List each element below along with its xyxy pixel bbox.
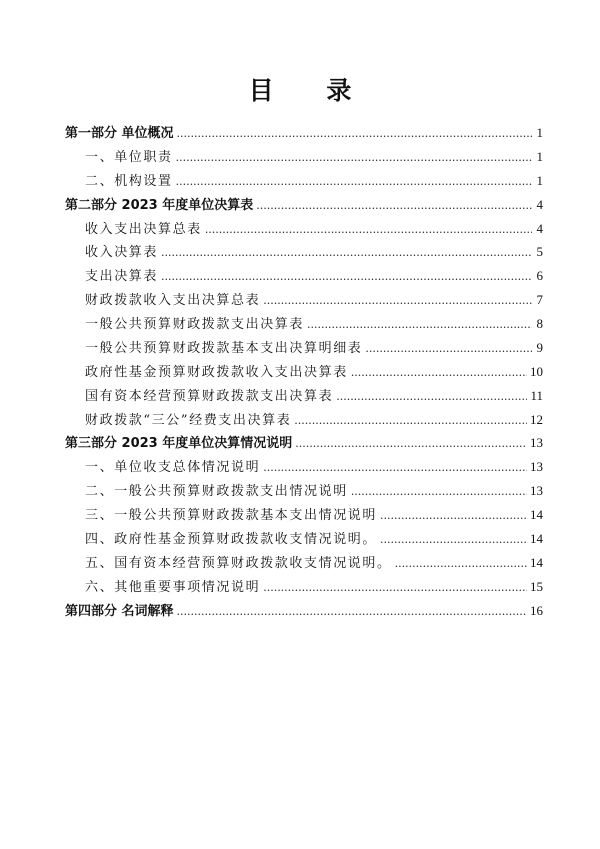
toc-entry-label: 一般公共预算财政拨款支出决算表 (85, 317, 305, 332)
dot-leader (176, 170, 532, 194)
toc-entry-page-number: 7 (536, 292, 543, 308)
toc-entry-page-number: 12 (530, 411, 543, 427)
toc-entry-label: 一般公共预算财政拨款基本支出决算明细表 (85, 340, 363, 356)
toc-entry-label: 收入支出决算总表 (85, 221, 202, 237)
toc-entry-page-number: 8 (536, 316, 543, 331)
toc-entry-page-number: 16 (530, 602, 543, 618)
toc-entry[interactable] (65, 503, 543, 527)
dot-leader (177, 122, 532, 146)
dot-leader (161, 241, 532, 265)
toc-entry-page-number: 1 (536, 172, 543, 188)
table-of-contents (65, 121, 543, 622)
toc-entry-page-number: 14 (530, 530, 543, 546)
toc-entry-label: 国有资本经营预算财政拨款支出决算表 (85, 388, 334, 404)
toc-entry[interactable] (65, 240, 543, 264)
dot-leader (294, 409, 527, 433)
toc-entry-label: 二、机构设置 (85, 173, 173, 189)
toc-entry-label: 二、一般公共预算财政拨款支出情况说明 (85, 484, 348, 500)
dot-leader (177, 600, 527, 624)
toc-entry-label: 财政拨款“三公”经费支出决算表 (85, 412, 292, 428)
dot-leader (263, 456, 527, 480)
toc-entry[interactable] (65, 336, 543, 360)
toc-entry[interactable] (65, 479, 543, 503)
toc-entry[interactable] (65, 360, 543, 384)
toc-entry-label: 第四部分 名词解释 (65, 603, 174, 619)
toc-entry-page-number: 6 (536, 268, 543, 284)
toc-entry-page-number: 14 (530, 554, 543, 570)
dot-leader (351, 480, 527, 504)
dot-leader (256, 194, 532, 218)
dot-leader (365, 337, 532, 361)
toc-entry-label: 一、单位职责 (85, 149, 173, 165)
toc-entry[interactable] (65, 264, 543, 288)
toc-entry-page-number: 11 (530, 387, 543, 403)
dot-leader (263, 576, 527, 600)
dot-leader (176, 146, 532, 170)
toc-entry[interactable] (65, 575, 543, 599)
toc-entry-label: 政府性基金预算财政拨款收入支出决算表 (85, 364, 348, 380)
toc-entry[interactable] (65, 169, 543, 193)
toc-entry-page-number: 13 (530, 459, 543, 475)
toc-entry-label: 支出决算表 (85, 269, 159, 285)
toc-entry[interactable] (65, 217, 543, 241)
toc-entry-label: 第三部分 2023 年度单位决算情况说明 (65, 436, 293, 452)
toc-entry-label: 收入决算表 (85, 245, 159, 261)
dot-leader (336, 385, 527, 409)
toc-entry[interactable] (65, 455, 543, 479)
toc-entry[interactable] (65, 431, 543, 455)
toc-entry-page-number: 14 (530, 507, 543, 522)
toc-entry-page-number: 10 (530, 363, 543, 379)
dot-leader (395, 552, 527, 576)
toc-entry-label: 四、政府性基金预算财政拨款收支情况说明。 (85, 531, 378, 547)
dot-leader (307, 313, 532, 337)
dot-leader (205, 218, 532, 242)
toc-entry[interactable] (65, 121, 543, 145)
toc-entry-page-number: 13 (530, 435, 543, 451)
toc-entry-label: 三、一般公共预算财政拨款基本支出情况说明 (85, 508, 378, 523)
dot-leader (380, 504, 527, 528)
toc-entry-page-number: 4 (536, 220, 543, 236)
dot-leader (263, 289, 532, 313)
toc-entry-page-number: 15 (530, 578, 543, 594)
dot-leader (161, 265, 532, 289)
dot-leader (351, 361, 527, 385)
toc-entry-page-number: 13 (530, 483, 543, 499)
toc-entry[interactable] (65, 312, 543, 336)
toc-entry-label: 财政拨款收入支出决算总表 (85, 293, 261, 309)
toc-entry-label: 第二部分 2023 年度单位决算表 (65, 197, 254, 213)
toc-entry[interactable] (65, 527, 543, 551)
toc-entry-label: 六、其他重要事项情况说明 (85, 579, 261, 595)
toc-entry[interactable] (65, 551, 543, 575)
toc-entry-page-number: 5 (536, 244, 543, 260)
dot-leader (295, 432, 527, 456)
toc-entry[interactable] (65, 288, 543, 312)
dot-leader (380, 528, 527, 552)
toc-title: 目 录 (248, 76, 374, 105)
toc-entry-label: 一、单位收支总体情况说明 (85, 460, 261, 476)
toc-entry[interactable] (65, 145, 543, 169)
toc-entry-label: 第一部分 单位概况 (65, 126, 174, 141)
toc-entry[interactable] (65, 384, 543, 408)
toc-entry-label: 五、国有资本经营预算财政拨款收支情况说明。 (85, 555, 392, 571)
toc-entry-page-number: 1 (536, 148, 543, 164)
toc-entry[interactable] (65, 193, 543, 217)
toc-entry-page-number: 4 (536, 196, 543, 212)
toc-entry-page-number: 1 (536, 125, 543, 140)
toc-entry[interactable] (65, 408, 543, 432)
toc-entry[interactable] (65, 599, 543, 623)
toc-entry-page-number: 9 (536, 339, 543, 355)
